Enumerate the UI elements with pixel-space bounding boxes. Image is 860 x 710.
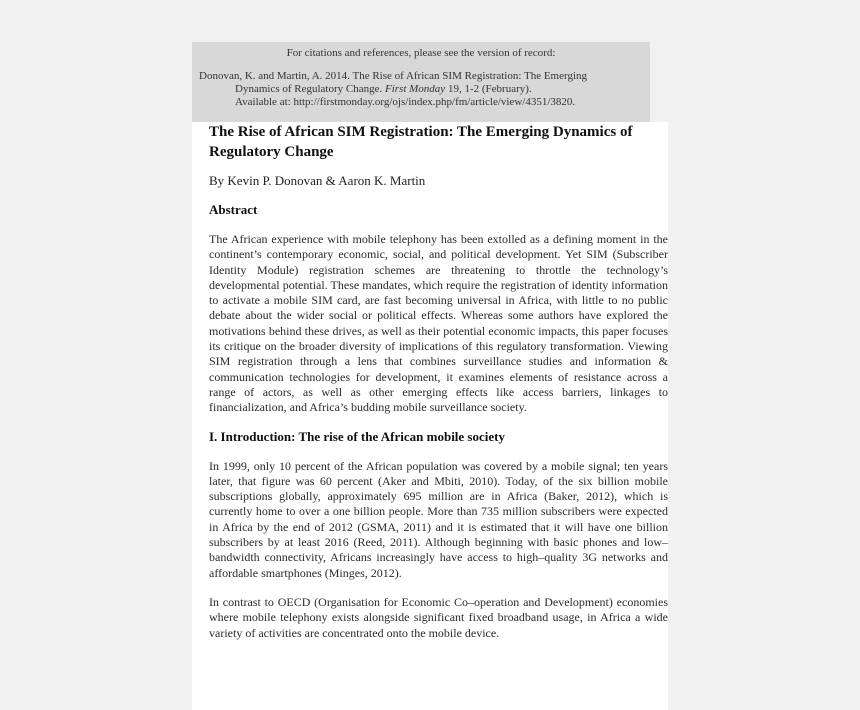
citation-note: For citations and references, please see the version of record: xyxy=(286,47,556,59)
article-title: The Rise of African SIM Registration: The Emerging Dynamics of Regulatory Change xyxy=(209,124,633,160)
section-heading: I. Introduction: The rise of the African mobile society xyxy=(209,428,505,444)
journal-name: First Monday xyxy=(385,83,446,95)
page-content xyxy=(209,122,668,653)
citation-box xyxy=(192,42,650,122)
article-authors: By Kevin P. Donovan & Aaron K. Martin xyxy=(209,173,426,188)
body-paragraph-2: In contrast to OECD (Organisation for Economic Co–operation and Development) economies where mobile telephony exists alongside significant fixed broadband usage, in Africa a wide variety of activities are concentrated onto the mobile device. xyxy=(209,594,668,640)
citation-ref-line2-post: 19, 1-2 (February). xyxy=(445,83,532,95)
document-page xyxy=(192,122,668,710)
citation-reference xyxy=(192,70,650,109)
citation-ref-line1: Donovan, K. and Martin, A. 2014. The Rise of African SIM Registration: The Emerging xyxy=(199,70,588,82)
body-paragraph-1: In 1999, only 10 percent of the African population was covered by a mobile signal; ten years later, that figure was 60 percent (Aker and Mbiti, 2010). Today, of the six billion mobile subscriptions globally, approximately 695 million are in Africa (Baker, 2012), which is currently home to over a one billion people. More than 735 million subscribers were expected in Africa by the end of 2012 (GSMA, 2011) and it is estimated that it will have one billion subscribers by at least 2016 (Reed, 2011). Although beginning with basic phones and low–bandwidth connectivity, Africans increasingly have access to high–quality 3G networks and affordable smartphones (Minges, 2012). xyxy=(209,458,668,580)
citation-ref-line2 xyxy=(199,83,650,96)
citation-url-line[interactable]: Available at: http://firstmonday.org/ojs/index.php/fm/article/view/4351/3820. xyxy=(235,96,576,108)
abstract-text: The African experience with mobile telephony has been extolled as a defining moment in the continent’s contemporary economic, social, and political development. Yet SIM (Subscriber Identity Module) registration schemes are threatening to throttle the technology’s developmental potential. These mandates, which require the registration of identity information to activate a mobile SIM card, are fast becoming universal in Africa, with little to no public debate about the wider social or political effects. Whereas some authors have explored the motivations behind these drives, as well as their potential economic impacts, this paper focuses its critique on the broader diversity of implications of this regulatory transformation. Viewing SIM registration through a lens that combines surveillance studies and information & communication technologies for development, it examines elements of resistance across a range of actors, as well as other emerging effects like access barriers, linkages to financialization, and Africa’s budding mobile surveillance society. xyxy=(209,232,668,415)
citation-ref-line2-pre: Dynamics of Regulatory Change. xyxy=(235,83,385,95)
abstract-heading: Abstract xyxy=(209,202,258,217)
